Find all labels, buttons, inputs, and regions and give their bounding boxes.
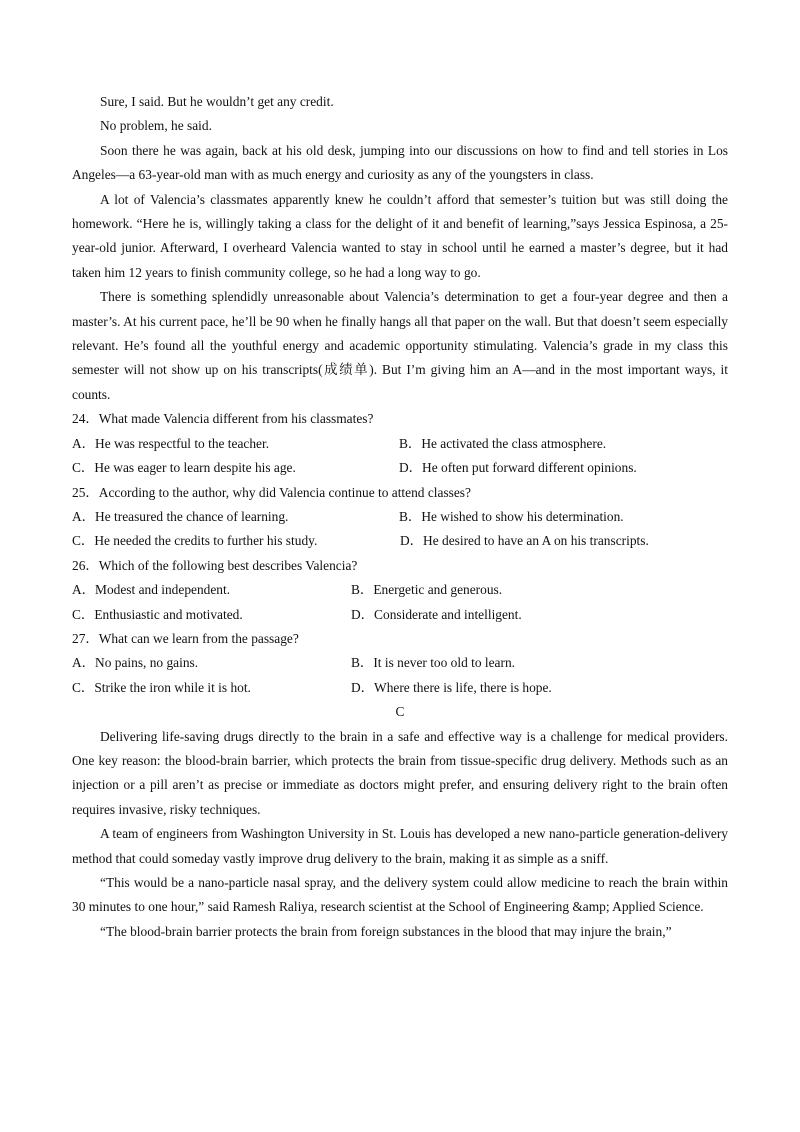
question-stem: 25．According to the author, why did Valencia continue to attend classes? bbox=[72, 484, 471, 500]
options-row bbox=[72, 529, 728, 553]
passage-paragraph: Sure, I said. But he wouldn’t get any credit. bbox=[100, 94, 334, 109]
option-a: A．He was respectful to the teacher. bbox=[72, 435, 270, 451]
option-a: A．Modest and independent. bbox=[72, 582, 231, 598]
options-row bbox=[72, 676, 728, 700]
exam-page bbox=[72, 90, 728, 944]
passage-paragraph: A lot of Valencia’s classmates apparently knew he couldn’t afford that semester’s tuition but was still doing the homework. “Here he is, willingly taking a class for the delight of it and benefit of learning,”says Jessica Espinosa, a 25-year-old junior. Afterward, I overheard Valencia wanted to stay in school until he earned a master’s degree, but it had taken him 12 years to finish community college, so he had a long way to go. bbox=[72, 191, 728, 280]
option-a: A．No pains, no gains. bbox=[72, 655, 199, 671]
options-row bbox=[72, 456, 728, 480]
option-c: C．He was eager to learn despite his age. bbox=[72, 460, 296, 476]
passage-paragraph: No problem, he said. bbox=[100, 118, 212, 134]
passage-paragraph: A team of engineers from Washington University in St. Louis has developed a new nano-particle generation-delivery method that could someday vastly improve drug delivery to the brain, making it as simple as a sniff. bbox=[72, 826, 728, 866]
section-heading: C bbox=[395, 704, 405, 720]
option-b: B．He activated the class atmosphere. bbox=[399, 435, 607, 451]
passage-paragraph: “This would be a nano-particle nasal spray, and the delivery system could allow medicine to reach the brain within 30 minutes to one hour,” said Ramesh Raliya, research scientist at the School of Engineering &amp; Applied Science. bbox=[72, 875, 728, 915]
option-c: C．He needed the credits to further his study. bbox=[72, 533, 318, 549]
options-row bbox=[72, 603, 728, 627]
option-d: D．Where there is life, there is hope. bbox=[351, 679, 552, 695]
passage-paragraph: There is something splendidly unreasonable about Valencia’s determination to get a four-year degree and then a master’s. At his current pace, he’ll be 90 when he finally hangs all that paper on the wall. But that doesn’t seem especially relevant. He’s found all the youthful energy and academic opportunity stimulating. Valencia’s grade in my class this semester will not show up on his transcripts(成绩单). But I’m giving him an A—and in the most important ways, it counts. bbox=[72, 289, 728, 402]
passage-paragraph: Soon there he was again, back at his old desk, jumping into our discussions on how to find and tell stories in Los Angeles—a 63-year-old man with as much energy and curiosity as any of the youngsters in class. bbox=[72, 142, 728, 183]
option-c: C．Strike the iron while it is hot. bbox=[72, 679, 251, 695]
question-stem: 26．Which of the following best describes Valencia? bbox=[72, 557, 358, 573]
option-a: A．He treasured the chance of learning. bbox=[72, 508, 289, 524]
passage-paragraph: “The blood-brain barrier protects the brain from foreign substances in the blood that may injure the brain,” bbox=[100, 923, 672, 939]
option-c: C．Enthusiastic and motivated. bbox=[72, 606, 243, 622]
passage-paragraph: Delivering life-saving drugs directly to the brain in a safe and effective way is a challenge for medical providers. One key reason: the blood-brain barrier, which protects the brain from tissue-specific drug delivery. Methods such as an injection or a pill aren’t as precise or immediate as doctors might prefer, and ensuring delivery right to the brain often requires invasive, risky techniques. bbox=[72, 728, 728, 817]
option-d: D．He often put forward different opinions. bbox=[399, 460, 637, 476]
option-d: D．He desired to have an A on his transcripts. bbox=[400, 533, 649, 549]
options-row bbox=[72, 578, 728, 602]
question-stem: 27．What can we learn from the passage? bbox=[72, 630, 299, 646]
option-b: B．It is never too old to learn. bbox=[351, 655, 516, 671]
question-stem: 24．What made Valencia different from his classmates? bbox=[72, 411, 374, 427]
options-row bbox=[72, 432, 728, 456]
option-b: B．Energetic and generous. bbox=[351, 582, 503, 598]
option-b: B．He wished to show his determination. bbox=[399, 508, 624, 524]
options-row bbox=[72, 651, 728, 675]
option-d: D．Considerate and intelligent. bbox=[351, 606, 522, 622]
options-row bbox=[72, 505, 728, 529]
